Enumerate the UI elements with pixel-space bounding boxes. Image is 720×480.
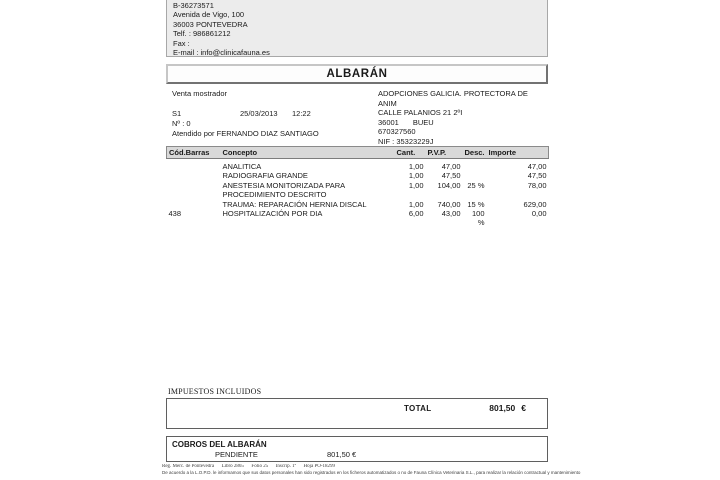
- mercantile-registry-line: Reg. Merc. de Pontevedra Libro 2865 Folio 25 Inscrip. 1ª Hoja PO-18299: [162, 464, 336, 469]
- col-header-pvp: P.V.P.: [426, 147, 463, 159]
- table-row: [167, 171, 549, 180]
- cell-qty: 6,00: [408, 209, 424, 219]
- cell-pvp: 43,00: [441, 209, 461, 219]
- total-amount: [489, 403, 526, 413]
- clinic-email: E-mail : info@clinicafauna.es: [173, 48, 270, 58]
- sale-number: Nº : 0: [172, 119, 191, 128]
- cell-disc: [463, 171, 487, 180]
- total-label: TOTAL: [404, 404, 432, 413]
- table-row: [167, 209, 549, 228]
- document-title-box: [166, 64, 548, 84]
- cell-concept: ANALITICA: [222, 162, 262, 171]
- cell-barcode: [167, 159, 221, 172]
- sale-series-row: [172, 109, 311, 118]
- euro-sign: €: [521, 403, 526, 413]
- customer-postal-code: 36001: [378, 117, 399, 127]
- col-header-barcode: Cód.Barras: [167, 147, 221, 159]
- cell-qty: 1,00: [408, 199, 424, 209]
- cell-barcode: 438: [168, 209, 182, 219]
- cell-disc: 25 %: [467, 180, 485, 190]
- customer-block: [378, 89, 548, 147]
- col-header-disc: Desc.: [464, 148, 485, 157]
- clinic-info-box: [166, 0, 548, 57]
- cell-concept: HOSPITALIZACIÓN POR DIA: [222, 209, 323, 219]
- cell-concept: RADIOGRAFIA GRANDE: [222, 171, 308, 181]
- clinic-city: 36003 PONTEVEDRA: [173, 19, 248, 29]
- table-row: [167, 181, 549, 200]
- cell-barcode: [167, 200, 221, 209]
- col-header-amount: Importe: [487, 147, 549, 159]
- cell-amount: 47,00: [527, 162, 547, 171]
- sale-type: Venta mostrador: [172, 89, 228, 98]
- customer-name: ADOPCIONES GALICIA. PROTECTORA DE ANIM: [378, 89, 528, 108]
- total-box: [166, 398, 548, 429]
- cell-qty: 1,00: [408, 180, 424, 190]
- cell-pvp: 104,00: [437, 180, 461, 190]
- clinic-phone: Telf. : 986861212: [173, 29, 231, 39]
- table-row: [167, 159, 549, 172]
- attended-by: Atendido por FERNANDO DIAZ SANTIAGO: [172, 129, 319, 138]
- cell-qty: 1,00: [408, 171, 424, 181]
- sale-date: 25/03/2013: [240, 109, 278, 118]
- taxes-included-note: IMPUESTOS INCLUIDOS: [168, 387, 262, 396]
- payments-title: COBROS DEL ALBARÁN: [172, 440, 267, 449]
- cell-amount: 629,00: [523, 199, 547, 209]
- lopd-line: De acuerdo a la L.O.P.D. le informamos que sus datos personales han sido registrados en los ficheros automatizados o no de Fauna Clínica Veterinaria S.L., para realizar la relación contractual y mantenimiento: [162, 469, 581, 475]
- sale-series: S1: [172, 109, 182, 118]
- cell-amount: 78,00: [527, 180, 547, 190]
- cell-concept: ANESTESIA MONITORIZADA PARA PROCEDIMIENTO DESCRITO: [222, 180, 345, 200]
- items-table: [166, 146, 549, 228]
- cell-amount: 47,50: [527, 171, 547, 181]
- customer-city: BUEU: [412, 117, 434, 127]
- cell-disc: 100 %: [471, 209, 485, 228]
- cell-pvp: 740,00: [437, 199, 461, 209]
- cell-barcode: [167, 181, 221, 200]
- cell-disc: [463, 159, 487, 172]
- total-amount-value: 801,50: [489, 403, 516, 413]
- customer-address: CALLE PALANIOS 21 2ºI: [378, 108, 463, 118]
- clinic-street: Avenida de Vigo, 100: [173, 10, 245, 20]
- cell-barcode: [167, 171, 221, 180]
- cell-pvp: 47,50: [441, 171, 461, 181]
- col-header-concept: Concepto: [221, 147, 395, 159]
- sale-info-section: [166, 86, 548, 146]
- cell-disc: 15 %: [467, 199, 485, 209]
- table-row: [167, 200, 549, 209]
- clinic-fax: Fax :: [173, 38, 190, 48]
- items-table-header-row: [167, 147, 549, 159]
- customer-phone: 670327560: [378, 127, 416, 137]
- payment-status: PENDIENTE: [215, 450, 258, 459]
- payment-amount: 801,50 €: [327, 450, 357, 459]
- cell-amount: 0,00: [531, 209, 547, 219]
- cell-qty: 1,00: [408, 162, 424, 171]
- col-header-qty: Cant.: [395, 147, 426, 159]
- customer-postal-city: [378, 118, 548, 128]
- cell-pvp: 47,00: [441, 162, 461, 171]
- albaran-document: [166, 0, 548, 480]
- customer-nif: NIF : 35323229J: [378, 136, 434, 146]
- cell-concept: TRAUMA: REPARACIÓN HERNIA DISCAL: [222, 199, 367, 209]
- legal-footer: [162, 464, 592, 475]
- clinic-cif: B-36273571: [173, 1, 214, 10]
- sale-time: 12:22: [292, 109, 311, 118]
- payments-box: [166, 436, 548, 462]
- document-title: ALBARÁN: [326, 68, 388, 80]
